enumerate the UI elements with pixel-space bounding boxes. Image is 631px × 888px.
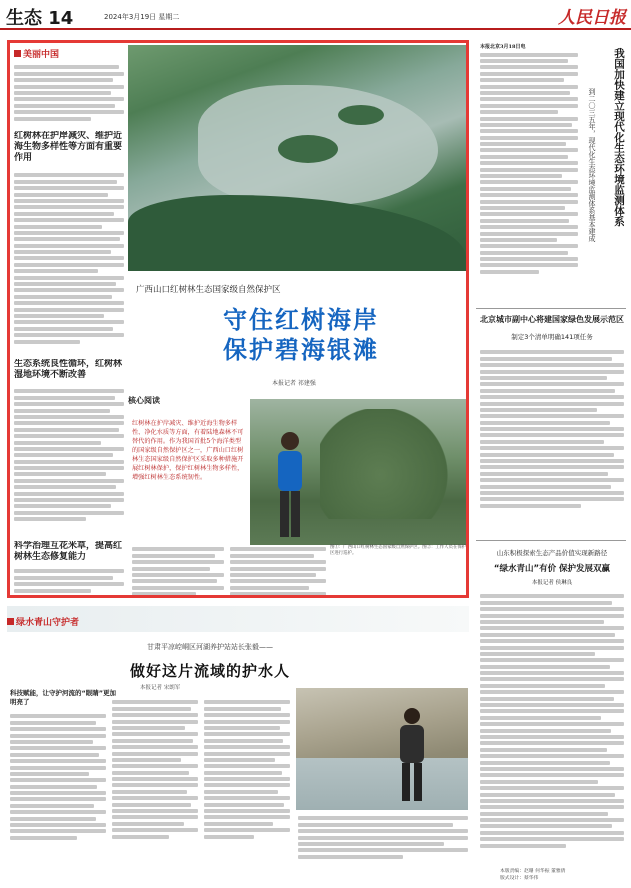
left-subhead-c-wrap xyxy=(14,541,124,563)
core-reading-label: 核心阅读 xyxy=(128,396,160,405)
right-bottom-section: 山东积极探索生态产品价值实现新路径 xyxy=(496,549,608,557)
left-text-block-4 xyxy=(14,567,124,597)
feature-byline: 本报记者 祁建强 xyxy=(272,380,316,387)
masthead-logo: 人民日报 xyxy=(558,8,626,28)
mangrove-island xyxy=(338,105,384,125)
mangrove-aerial-photo xyxy=(128,45,466,271)
right-mid-body xyxy=(480,348,624,536)
left-text-block-2 xyxy=(14,171,124,357)
feature-tag xyxy=(14,47,59,60)
section-label: 生态 14 xyxy=(6,8,74,29)
feature-article xyxy=(7,40,469,598)
photo-caption: 图①：广西山口红树林生态国家级自然保护区。图②：工作人员在保护区进行巡护。 xyxy=(330,545,467,556)
feature-kicker: 广西山口红树林生态国家级自然保护区 xyxy=(136,285,281,295)
right-bottom-title: “绿水青山”有价 保护发展双赢 xyxy=(493,564,611,574)
core-reading-summary: 红树林在护岸减灾、维护近海生物多样性、净化水质等方面，有着陆地森林不可替代的作用。作为我国首批5个海洋类型的国家级自然保护区之一，广西山口红树林生态国家级自然保护区采取多种措施开展红树林保护，保护红树林生物多样性，增强红树林生态系统韧性。 xyxy=(132,420,244,481)
left-text-block-3 xyxy=(14,387,124,539)
mangrove-island xyxy=(278,135,338,163)
section2-tag xyxy=(7,615,79,628)
right-mid-title: 北京城市副中心将建国家绿色发展示范区 xyxy=(480,315,624,324)
section2-column-1 xyxy=(10,712,106,862)
right-mid-subtitle: 制定3个清单明确141项任务 xyxy=(511,333,593,341)
section2-column-3 xyxy=(204,698,290,864)
ranger-photo xyxy=(250,399,469,545)
section2-column-4 xyxy=(298,814,468,864)
section2-title: 做好这片流域的护水人 xyxy=(129,662,290,680)
ranger-figure xyxy=(268,427,312,543)
right-top-lead: 本报北京3月18日电 xyxy=(480,44,526,50)
tag-square-icon xyxy=(14,50,21,57)
feature-tag-label: 美丽中国 xyxy=(23,50,60,60)
feature-title-line1: 守住红树海岸 xyxy=(223,305,379,334)
feature-title-line2: 保护碧海银滩 xyxy=(223,335,379,364)
right-top-title: 我国加快建立现代化生态环境监测体系 xyxy=(613,48,625,227)
subhead-a: 红树林在护岸减灾、维护近海生物多样性等方面有重要作用 xyxy=(14,131,123,163)
right-bottom-byline: 本报记者 侯琳良 xyxy=(531,580,573,586)
subhead-b: 生态系统良性循环，红树林湿地环境不断改善 xyxy=(14,359,123,380)
mangrove-branches xyxy=(320,409,469,519)
tag-square-icon xyxy=(7,618,14,625)
feature-title xyxy=(136,305,466,365)
left-text-block-1 xyxy=(14,63,124,127)
page-header xyxy=(0,0,631,30)
section2-byline: 本报记者 宋朗军 xyxy=(140,685,181,691)
issue-date: 2024年3月19日 星期二 xyxy=(104,13,180,21)
left-subhead-a-wrap xyxy=(14,131,124,164)
footer-designer: 版式设计：蔡华伟 xyxy=(500,876,539,881)
section2-kicker: 甘肃平凉崆峒区河湖养护站站长张毅—— xyxy=(147,643,273,651)
left-subhead-b-wrap xyxy=(14,359,124,381)
river-keeper-figure xyxy=(392,706,432,804)
body-column-2 xyxy=(230,545,326,595)
river-keeper-photo xyxy=(296,688,468,810)
right-divider-1 xyxy=(476,308,626,309)
footer-editors: 本版责编：赵珊 何华振 董雅倩 xyxy=(500,869,566,874)
page-footer xyxy=(500,868,565,882)
right-top-body xyxy=(480,44,578,294)
subhead-c: 科学治理互花米草，提高红树林生态修复能力 xyxy=(14,541,123,562)
body-column-1 xyxy=(132,545,224,595)
section2-column-2 xyxy=(112,698,198,864)
river-water xyxy=(296,758,468,810)
section2-tag-label: 绿水青山守护者 xyxy=(16,618,80,628)
right-divider-2 xyxy=(476,540,626,541)
section2-lead: 科技赋能，让守护河流的“眼睛”更加明亮了 xyxy=(10,689,117,706)
right-top-subtitle: 到二〇三五年，现代化生态环境监测体系基本建成 xyxy=(588,88,596,242)
forest-foreground xyxy=(128,195,466,271)
right-bottom-body xyxy=(480,592,624,862)
